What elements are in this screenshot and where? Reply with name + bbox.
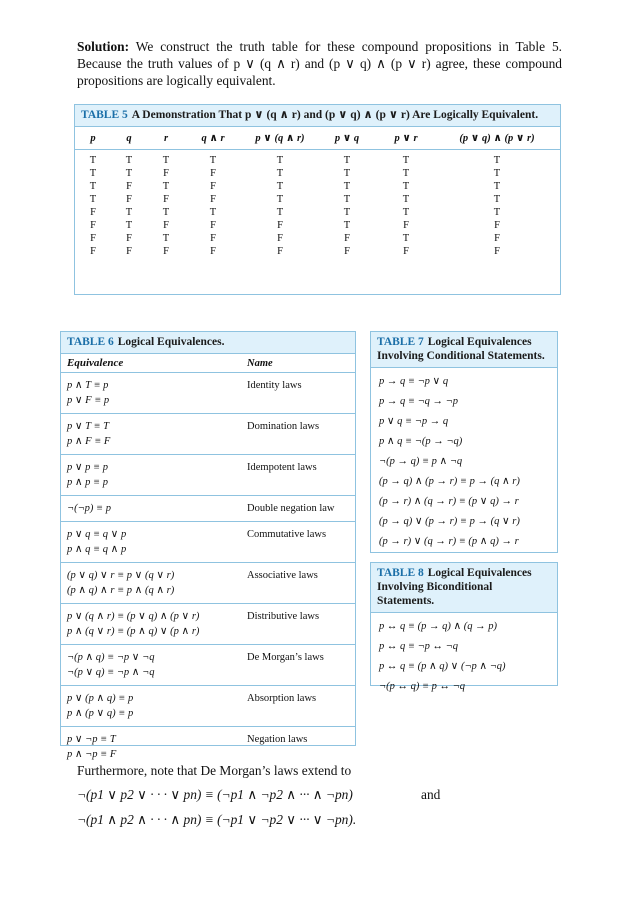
equivalence-formula: p ∨ ¬p ≡ T [67, 734, 116, 745]
and-connector: and [421, 787, 441, 802]
equivalence-group [61, 455, 355, 496]
table-7-body [371, 367, 557, 552]
table-cell: T [493, 207, 501, 218]
table-cell: T [125, 168, 133, 179]
equivalence-group [61, 727, 355, 767]
table-7 [370, 331, 558, 553]
table-cell: T [402, 194, 410, 205]
equivalence-formula: p ∨ (q ∧ r) ≡ (p ∨ q) ∧ (p ∨ r) [67, 611, 200, 622]
table-5-header-row [75, 126, 560, 150]
table-cell: T [343, 155, 351, 166]
equivalence-formula: p ↔ q ≡ (p ∧ q) ∨ (¬p ∧ ¬q) [379, 661, 506, 672]
equivalence-formula: p ∧ q ≡ ¬(p → ¬q) [379, 436, 463, 447]
equivalence-group [61, 563, 355, 604]
table-cell: T [402, 233, 410, 244]
equivalence-formula: (p ∧ q) ∧ r ≡ p ∧ (q ∧ r) [67, 585, 175, 596]
table-cell: F [163, 168, 169, 179]
table-8-title: Logical Equivalences Involving Biconditional Statements. [377, 567, 532, 607]
table-5-header-cell: (p ∨ q) ∧ (p ∨ r) [459, 133, 535, 144]
table-6-number: TABLE 6 [67, 336, 114, 348]
table-cell: F [277, 220, 283, 231]
equivalence-formula: p → q ≡ ¬p ∨ q [379, 376, 449, 387]
table-row [75, 219, 560, 232]
table-row [75, 232, 560, 245]
equivalence-formula: ¬(p ∧ q) ≡ ¬p ∨ ¬q [67, 652, 155, 663]
table-row [75, 154, 560, 167]
table-cell: F [344, 246, 350, 257]
table-row [75, 180, 560, 193]
equivalence-formula: p ∧ (p ∨ q) ≡ p [67, 708, 134, 719]
equivalence-formula: p ∨ T ≡ T [67, 421, 110, 432]
equivalence-group [61, 686, 355, 727]
table-cell: T [209, 155, 217, 166]
table-cell: F [126, 194, 132, 205]
equivalence-formula: ¬(p → q) ≡ p ∧ ¬q [379, 456, 463, 467]
table-cell: T [162, 181, 170, 192]
table-row [75, 193, 560, 206]
equivalence-formula: ¬(p ↔ q) ≡ p ↔ ¬q [379, 681, 465, 692]
table-row [75, 245, 560, 258]
equivalence-list [61, 527, 241, 557]
table-cell: T [276, 181, 284, 192]
solution-text: We construct the truth table for these compound propositions in Table 5. Because the truth values of p ∨ (q ∧ r) and (p ∨ q) ∧ (p ∨ r) agree, these compound propositions are logically equivalent. [77, 39, 562, 88]
equivalence-formula: p ↔ q ≡ ¬p ↔ ¬q [379, 641, 459, 652]
equivalence-list [61, 650, 241, 680]
table-cell: F [344, 233, 350, 244]
table-cell: T [343, 220, 351, 231]
table-cell: T [162, 155, 170, 166]
table-cell: T [276, 155, 284, 166]
table-8 [370, 562, 558, 692]
equivalence-formula: p ∨ F ≡ p [67, 395, 110, 406]
table-cell: T [402, 168, 410, 179]
table-5-body [75, 150, 560, 258]
table-cell: T [162, 233, 170, 244]
equivalence-group [61, 522, 355, 563]
law-name: Negation laws [247, 734, 308, 745]
equivalence-list [61, 460, 241, 490]
table-cell: F [126, 181, 132, 192]
table-6-header-row [61, 353, 355, 373]
table-5-header-cell: q [126, 132, 132, 144]
equivalence-formula: p ∨ (p ∧ q) ≡ p [67, 693, 134, 704]
table-cell: T [89, 155, 97, 166]
table-cell: T [89, 181, 97, 192]
table-5-header-cell: q ∧ r [201, 133, 225, 144]
solution-paragraph [77, 38, 562, 89]
equivalence-list [61, 732, 241, 762]
table-cell: T [89, 168, 97, 179]
equivalence-list [61, 378, 241, 408]
table-cell: T [493, 168, 501, 179]
equivalence-formula: p ∨ p ≡ p [67, 462, 109, 473]
equivalence-list [61, 568, 241, 598]
table-7-number: TABLE 7 [377, 336, 424, 348]
equivalence-formula: p ∧ T ≡ p [67, 380, 109, 391]
table-6-title: Logical Equivalences. [117, 336, 225, 348]
table-6-body [61, 373, 355, 767]
table-cell: T [402, 181, 410, 192]
equivalence-formula: (p → q) ∨ (p → r) ≡ p → (q ∨ r) [379, 516, 520, 527]
equivalence-formula: (p → r) ∧ (q → r) ≡ (p ∨ q) → r [379, 496, 519, 507]
equivalence-formula: (p ∨ q) ∨ r ≡ p ∨ (q ∨ r) [67, 570, 175, 581]
table-cell: F [494, 246, 500, 257]
table-cell: F [494, 220, 500, 231]
equivalence-formula: ¬(p ∨ q) ≡ ¬p ∧ ¬q [67, 667, 155, 678]
table-cell: T [343, 194, 351, 205]
equivalence-formula: (p → q) ∧ (p → r) ≡ p → (q ∧ r) [379, 476, 520, 487]
de-morgan-formula-2: ¬(p1 ∧ p2 ∧ · · · ∧ pn) ≡ (¬p1 ∨ ¬p2 ∨ ··· ∨ ¬pn). [77, 812, 357, 827]
table-cell: F [210, 233, 216, 244]
equivalence-formula: p ∧ p ≡ p [67, 477, 109, 488]
law-name: Absorption laws [247, 693, 317, 704]
equivalence-formula: p ∧ F ≡ F [67, 436, 111, 447]
table-8-number: TABLE 8 [377, 567, 424, 579]
law-name: Double negation law [247, 503, 335, 514]
de-morgan-formula-1: ¬(p1 ∨ p2 ∨ · · · ∨ pn) ≡ (¬p1 ∧ ¬p2 ∧ ··· ∧ ¬pn) [77, 787, 353, 802]
table-row [75, 206, 560, 219]
table-5-header-cell: r [163, 132, 169, 144]
table-cell: T [89, 194, 97, 205]
table-cell: F [403, 220, 409, 231]
equivalence-group [61, 373, 355, 414]
de-morgan-extension-text: Furthermore, note that De Morgan’s laws extend to [77, 763, 352, 778]
equivalence-list [61, 609, 241, 639]
table-cell: T [493, 194, 501, 205]
solution-label: Solution: [77, 39, 130, 54]
table-cell: F [90, 246, 96, 257]
table-8-body [371, 612, 557, 697]
table-5-header-cell: p [90, 132, 96, 144]
table-cell: T [493, 155, 501, 166]
law-name: Distributive laws [247, 611, 320, 622]
table-5 [74, 104, 561, 295]
table-cell: T [343, 168, 351, 179]
table-cell: T [276, 194, 284, 205]
law-name: Commutative laws [247, 529, 327, 540]
table-cell: F [403, 246, 409, 257]
table-cell: F [277, 246, 283, 257]
table-cell: T [125, 207, 133, 218]
table-cell: F [90, 220, 96, 231]
table-6-caption [61, 332, 355, 353]
equivalence-formula: ¬(¬p) ≡ p [67, 503, 111, 514]
table-7-title: Logical Equivalences Involving Conditional Statements. [377, 336, 545, 362]
table-cell: F [90, 233, 96, 244]
table-8-caption [371, 563, 557, 612]
equivalence-formula: (p → r) ∨ (q → r) ≡ (p ∧ q) → r [379, 536, 519, 547]
table-cell: F [494, 233, 500, 244]
table-cell: F [210, 168, 216, 179]
equivalence-formula: p ∨ q ≡ q ∨ p [67, 529, 127, 540]
table-7-caption [371, 332, 557, 367]
table-cell: T [209, 207, 217, 218]
table-cell: T [162, 207, 170, 218]
equivalence-formula: p ∧ q ≡ q ∧ p [67, 544, 127, 555]
equivalence-list [61, 501, 241, 516]
table-cell: T [125, 155, 133, 166]
equivalence-formula: p ∨ q ≡ ¬p → q [379, 416, 449, 427]
table-cell: F [126, 246, 132, 257]
equivalence-group [61, 604, 355, 645]
equivalence-group [61, 414, 355, 455]
table-cell: F [163, 194, 169, 205]
law-name: Identity laws [247, 380, 302, 391]
table-cell: F [210, 194, 216, 205]
table-cell: F [210, 181, 216, 192]
equivalence-group [61, 645, 355, 686]
table-5-header-cell: p ∨ (q ∧ r) [255, 133, 305, 144]
name-header: Name [247, 357, 273, 369]
table-5-number: TABLE 5 [81, 109, 128, 121]
table-cell: T [276, 207, 284, 218]
table-row [75, 167, 560, 180]
table-cell: F [210, 220, 216, 231]
law-name: Associative laws [247, 570, 318, 581]
equivalence-formula: p ∧ (q ∨ r) ≡ (p ∧ q) ∨ (p ∧ r) [67, 626, 200, 637]
table-cell: T [402, 155, 410, 166]
equivalence-header: Equivalence [67, 357, 124, 369]
table-cell: F [277, 233, 283, 244]
table-6 [60, 331, 356, 760]
law-name: De Morgan’s laws [247, 652, 324, 663]
law-name: Domination laws [247, 421, 320, 432]
table-cell: F [210, 246, 216, 257]
table-cell: F [163, 220, 169, 231]
table-cell: T [402, 207, 410, 218]
table-cell: T [343, 181, 351, 192]
table-5-caption [75, 105, 560, 126]
equivalence-list [61, 691, 241, 721]
table-5-header-cell: p ∨ q [334, 133, 360, 144]
table-5-title: A Demonstration That p ∨ (q ∧ r) and (p ∨ q) ∧ (p ∨ r) Are Logically Equivalent. [131, 109, 539, 121]
equivalence-formula: p → q ≡ ¬q → ¬p [379, 396, 459, 407]
equivalence-list [61, 419, 241, 449]
table-5-header-cell: p ∨ r [394, 133, 418, 144]
table-cell: T [493, 181, 501, 192]
law-name: Idempotent laws [247, 462, 317, 473]
equivalence-group [61, 496, 355, 522]
table-cell: T [125, 220, 133, 231]
equivalence-formula: p ↔ q ≡ (p → q) ∧ (q → p) [379, 621, 498, 632]
table-cell: F [90, 207, 96, 218]
table-cell: T [343, 207, 351, 218]
equivalence-formula: p ∧ ¬p ≡ F [67, 749, 117, 760]
table-cell: F [126, 233, 132, 244]
table-cell: T [276, 168, 284, 179]
table-cell: F [163, 246, 169, 257]
